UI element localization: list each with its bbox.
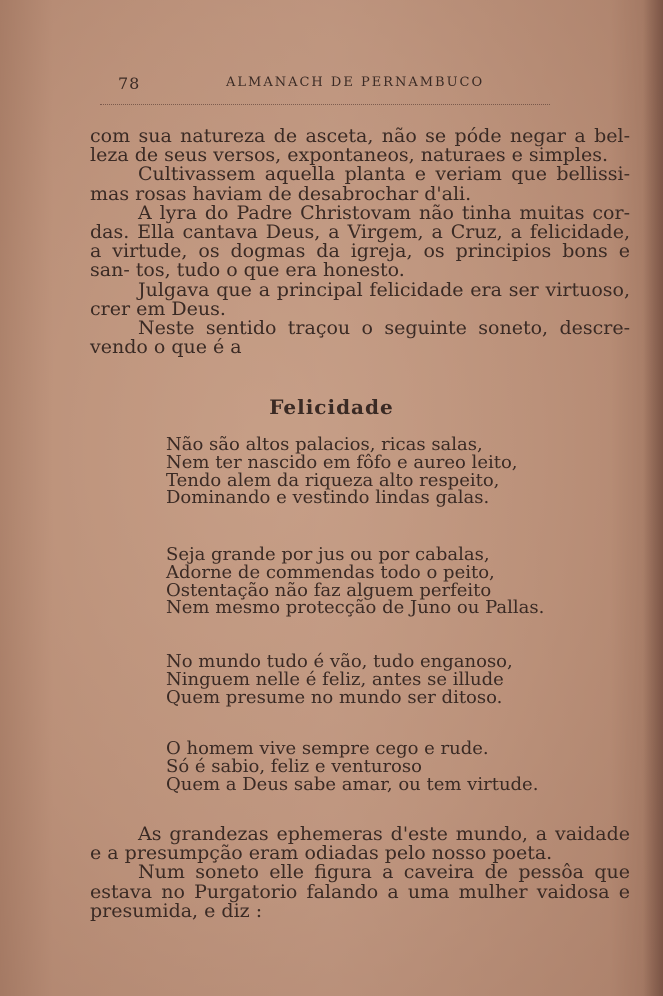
paragraph: com sua natureza de asceta, não se póde negar a bel- leza de seus versos, expontaneos, naturaes e simples. bbox=[90, 125, 630, 167]
poem-line: O homem vive sempre cego e rude. bbox=[166, 738, 489, 759]
paragraph: As grandezas ephemeras d'este mundo, a vaidade e a presumpção eram odiadas pelo nosso poeta. bbox=[90, 823, 630, 865]
paragraph: A lyra do Padre Christovam não tinha muitas cor- das. Ella cantava Deus, a Virgem, a Cruz, a felicidade, a virtude, os dogmas da igreja, os principios bons e san- tos, tudo o que era honesto. bbox=[90, 201, 630, 282]
poem-title: Felicidade bbox=[269, 395, 394, 419]
poem-line: Ninguem nelle é feliz, antes se illude bbox=[166, 668, 504, 690]
stanza bbox=[166, 436, 518, 507]
prose-top bbox=[90, 127, 630, 357]
stanza bbox=[166, 653, 513, 706]
prose-bottom bbox=[90, 825, 630, 921]
poem-line: Ostentação não faz alguem perfeito bbox=[166, 579, 492, 601]
stanza bbox=[166, 740, 538, 793]
poem-line: Nem ter nascido em fôfo e aureo leito, bbox=[166, 451, 518, 473]
poem-line: Quem a Deus sabe amar, ou tem virtude. bbox=[166, 773, 539, 795]
poem-line: Quem presume no mundo ser ditoso. bbox=[166, 686, 503, 708]
poem-line: Seja grande por jus ou por cabalas, bbox=[166, 544, 490, 565]
poem-line: Não são altos palacios, ricas salas, bbox=[166, 434, 483, 455]
stanza bbox=[166, 546, 544, 617]
poem-line: Só é sabio, feliz e venturoso bbox=[166, 755, 422, 777]
page-edge-shadow bbox=[643, 0, 663, 996]
poem-line: Dominando e vestindo lindas galas. bbox=[166, 487, 490, 509]
paragraph: Neste sentido traçou o seguinte soneto, descre- vendo o que é a bbox=[90, 317, 630, 359]
poem-line: Tendo alem da riqueza alto respeito, bbox=[166, 469, 500, 491]
paragraph: Cultivassem aquella planta e veriam que bellissi- mas rosas haviam de desabrochar d'ali. bbox=[90, 163, 630, 205]
page-header bbox=[118, 70, 518, 96]
poem-line: Adorne de commendas todo o peito, bbox=[166, 561, 495, 583]
paragraph: Julgava que a principal felicidade era ser virtuoso, crer em Deus. bbox=[90, 278, 630, 320]
running-title: ALMANACH DE PERNAMBUCO bbox=[226, 75, 485, 90]
poem-line: Nem mesmo protecção de Juno ou Pallas. bbox=[166, 597, 545, 619]
paragraph: Num soneto elle figura a caveira de pessôa que estava no Purgatorio falando a uma mulher vaidosa e presumida, e diz : bbox=[90, 861, 630, 922]
page-number: 78 bbox=[118, 74, 141, 93]
header-rule bbox=[100, 104, 550, 105]
poem-line: No mundo tudo é vão, tudo enganoso, bbox=[166, 651, 513, 672]
